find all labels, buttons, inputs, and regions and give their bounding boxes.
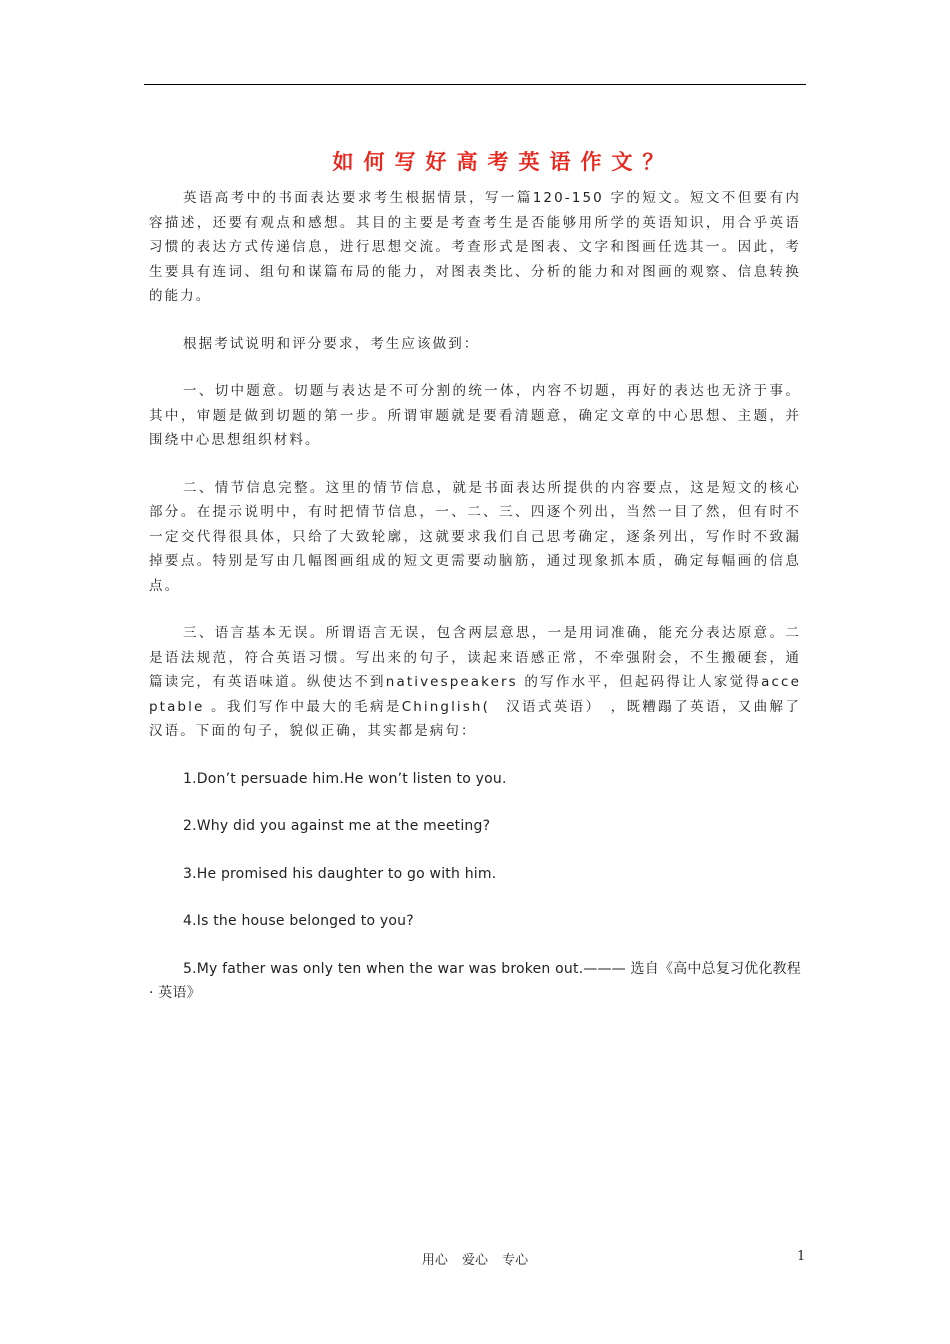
header-rule <box>144 84 806 85</box>
point-one-paragraph: 一、切中题意。切题与表达是不可分割的统一体，内容不切题，再好的表达也无济于事。其中，审题是做到切题的第一步。所谓审题就是要看清题意，确定文章的中心思想、主题，并围绕中心思想组织材料。 <box>149 383 801 448</box>
document-body <box>149 186 801 1006</box>
example-sentence: 1.Don’t persuade him.He won’t listen to you. <box>183 770 507 787</box>
document-title: 如何写好高考英语作文？ <box>332 149 674 174</box>
example-sentence: 3.He promised his daughter to go with him. <box>183 865 497 882</box>
intro-paragraph: 英语高考中的书面表达要求考生根据情景，写一篇120-150 字的短文。短文不但要有内容描述，还要有观点和感想。其目的主要是考查考生是否能够用所学的英语知识，用合乎英语习惯的表达方式传递信息，进行思想交流。考查形式是图表、文字和图画任选其一。因此，考生要具有连词、组句和谋篇布局的能力，对图表类比、分析的能力和对图画的观察、信息转换的能力。 <box>149 190 801 304</box>
example-sentence: 2.Why did you against me at the meeting? <box>183 818 491 834</box>
example-sentence: 4.Is the house belonged to you? <box>183 913 414 929</box>
requirements-lead-paragraph: 根据考试说明和评分要求，考生应该做到： <box>183 335 480 352</box>
footer-motto: 用心 爱心 专心 <box>421 1253 529 1268</box>
point-two-paragraph: 二、情节信息完整。这里的情节信息，就是书面表达所提供的内容要点，这是短文的核心部分。在提示说明中，有时把情节信息，一、二、三、四逐个列出，当然一目了然，但有时不一定交代得很具体，只给了大致轮廓，这就要求我们自己思考确定，逐条列出，写作时不致漏掉要点。特别是写由几幅图画组成的短文更需要动脑筋，通过现象抓本质，确定每幅画的信息点。 <box>149 479 801 594</box>
point-three-paragraph: 三、语言基本无误。所谓语言无误，包含两层意思，一是用词准确，能充分表达原意。二是语法规范，符合英语习惯。写出来的句子，读起来语感正常，不牵强附会，不生搬硬套，通篇读完，有英语味道。纵使达不到nativespeakers 的写作水平，但起码得让人家觉得acceptable 。我们写作中最大的毛病是Chinglish( 汉语式英语） ，既糟蹋了英语，又曲解了汉语。下面的句子，貌似正确，其实都是病句： <box>149 625 801 739</box>
example-sentence-with-source: 5.My father was only ten when the war was broken out.——— 选自《高中总复习优化教程· 英语》 <box>149 960 801 1001</box>
page-number: 1 <box>797 1249 806 1264</box>
